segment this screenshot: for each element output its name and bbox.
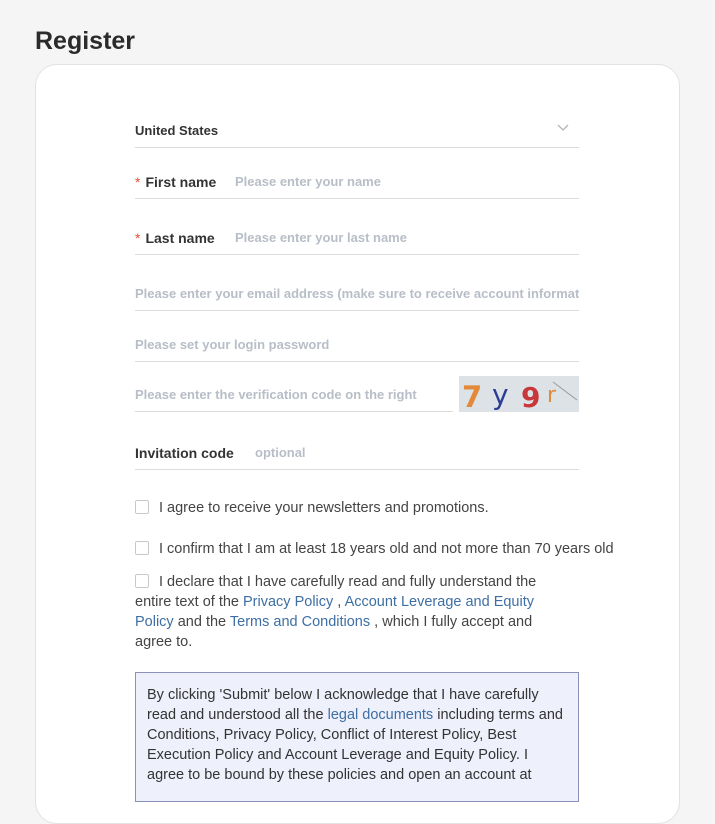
terms-link[interactable]: Terms and Conditions <box>229 614 371 630</box>
password-field <box>135 330 579 362</box>
password-input[interactable] <box>135 337 579 352</box>
first-name-field <box>135 168 579 199</box>
verification-input[interactable] <box>135 387 451 402</box>
first-name-input[interactable] <box>235 174 575 189</box>
last-name-field <box>135 224 579 255</box>
privacy-policy-link[interactable]: Privacy Policy <box>243 594 334 610</box>
declare-and-the: and the <box>177 614 227 630</box>
notice-suffix: including terms and Conditions, Privacy Policy, Conflict of Interest Policy, Best Execution Policy and Account Leverage and Equity Policy. I agree to be bound by these policies and open an account at <box>147 707 563 783</box>
captcha-char-2: y <box>492 378 509 411</box>
email-field <box>135 280 579 311</box>
country-value: United States <box>135 123 219 138</box>
required-mark: * <box>135 230 141 246</box>
submit-notice <box>135 672 579 802</box>
declare-prefix: I declare that I have carefully read and fully understand the entire text of the <box>135 574 537 610</box>
age-label: I confirm that I am at least 18 years old and not more than 70 years old <box>159 541 614 557</box>
declare-checkbox[interactable] <box>135 574 149 588</box>
declare-comma: , <box>337 594 342 610</box>
newsletter-checkbox[interactable] <box>135 500 149 514</box>
captcha-char-4: r <box>547 383 557 408</box>
last-name-label: * Last name <box>135 230 215 246</box>
captcha-char-3: 9 <box>521 381 541 414</box>
declare-row <box>135 572 565 652</box>
chevron-down-icon <box>557 124 569 132</box>
first-name-label: * First name <box>135 174 217 190</box>
captcha-char-1: 7 <box>462 380 483 414</box>
captcha-graphic <box>459 376 579 412</box>
page-title: Register <box>35 27 136 55</box>
age-row <box>135 539 614 559</box>
country-select[interactable] <box>135 116 579 148</box>
captcha-noise <box>553 382 577 400</box>
age-checkbox[interactable] <box>135 541 149 555</box>
verification-field <box>135 380 453 412</box>
captcha-image[interactable] <box>459 376 579 412</box>
legal-documents-link[interactable]: legal documents <box>327 707 434 723</box>
declare-suffix: , which I fully accept and agree to. <box>135 614 533 650</box>
invitation-label: Invitation code <box>135 445 234 461</box>
email-input[interactable] <box>135 286 579 301</box>
invitation-input[interactable] <box>255 445 575 460</box>
newsletter-row <box>135 498 489 518</box>
newsletter-label: I agree to receive your newsletters and promotions. <box>159 500 489 516</box>
required-mark: * <box>135 174 141 190</box>
last-name-input[interactable] <box>235 230 575 245</box>
invitation-field <box>135 438 579 470</box>
notice-prefix: By clicking 'Submit' below I acknowledge that I have carefully read and understood all the <box>147 687 539 723</box>
leverage-policy-link[interactable]: Account Leverage and Equity Policy <box>135 594 534 630</box>
